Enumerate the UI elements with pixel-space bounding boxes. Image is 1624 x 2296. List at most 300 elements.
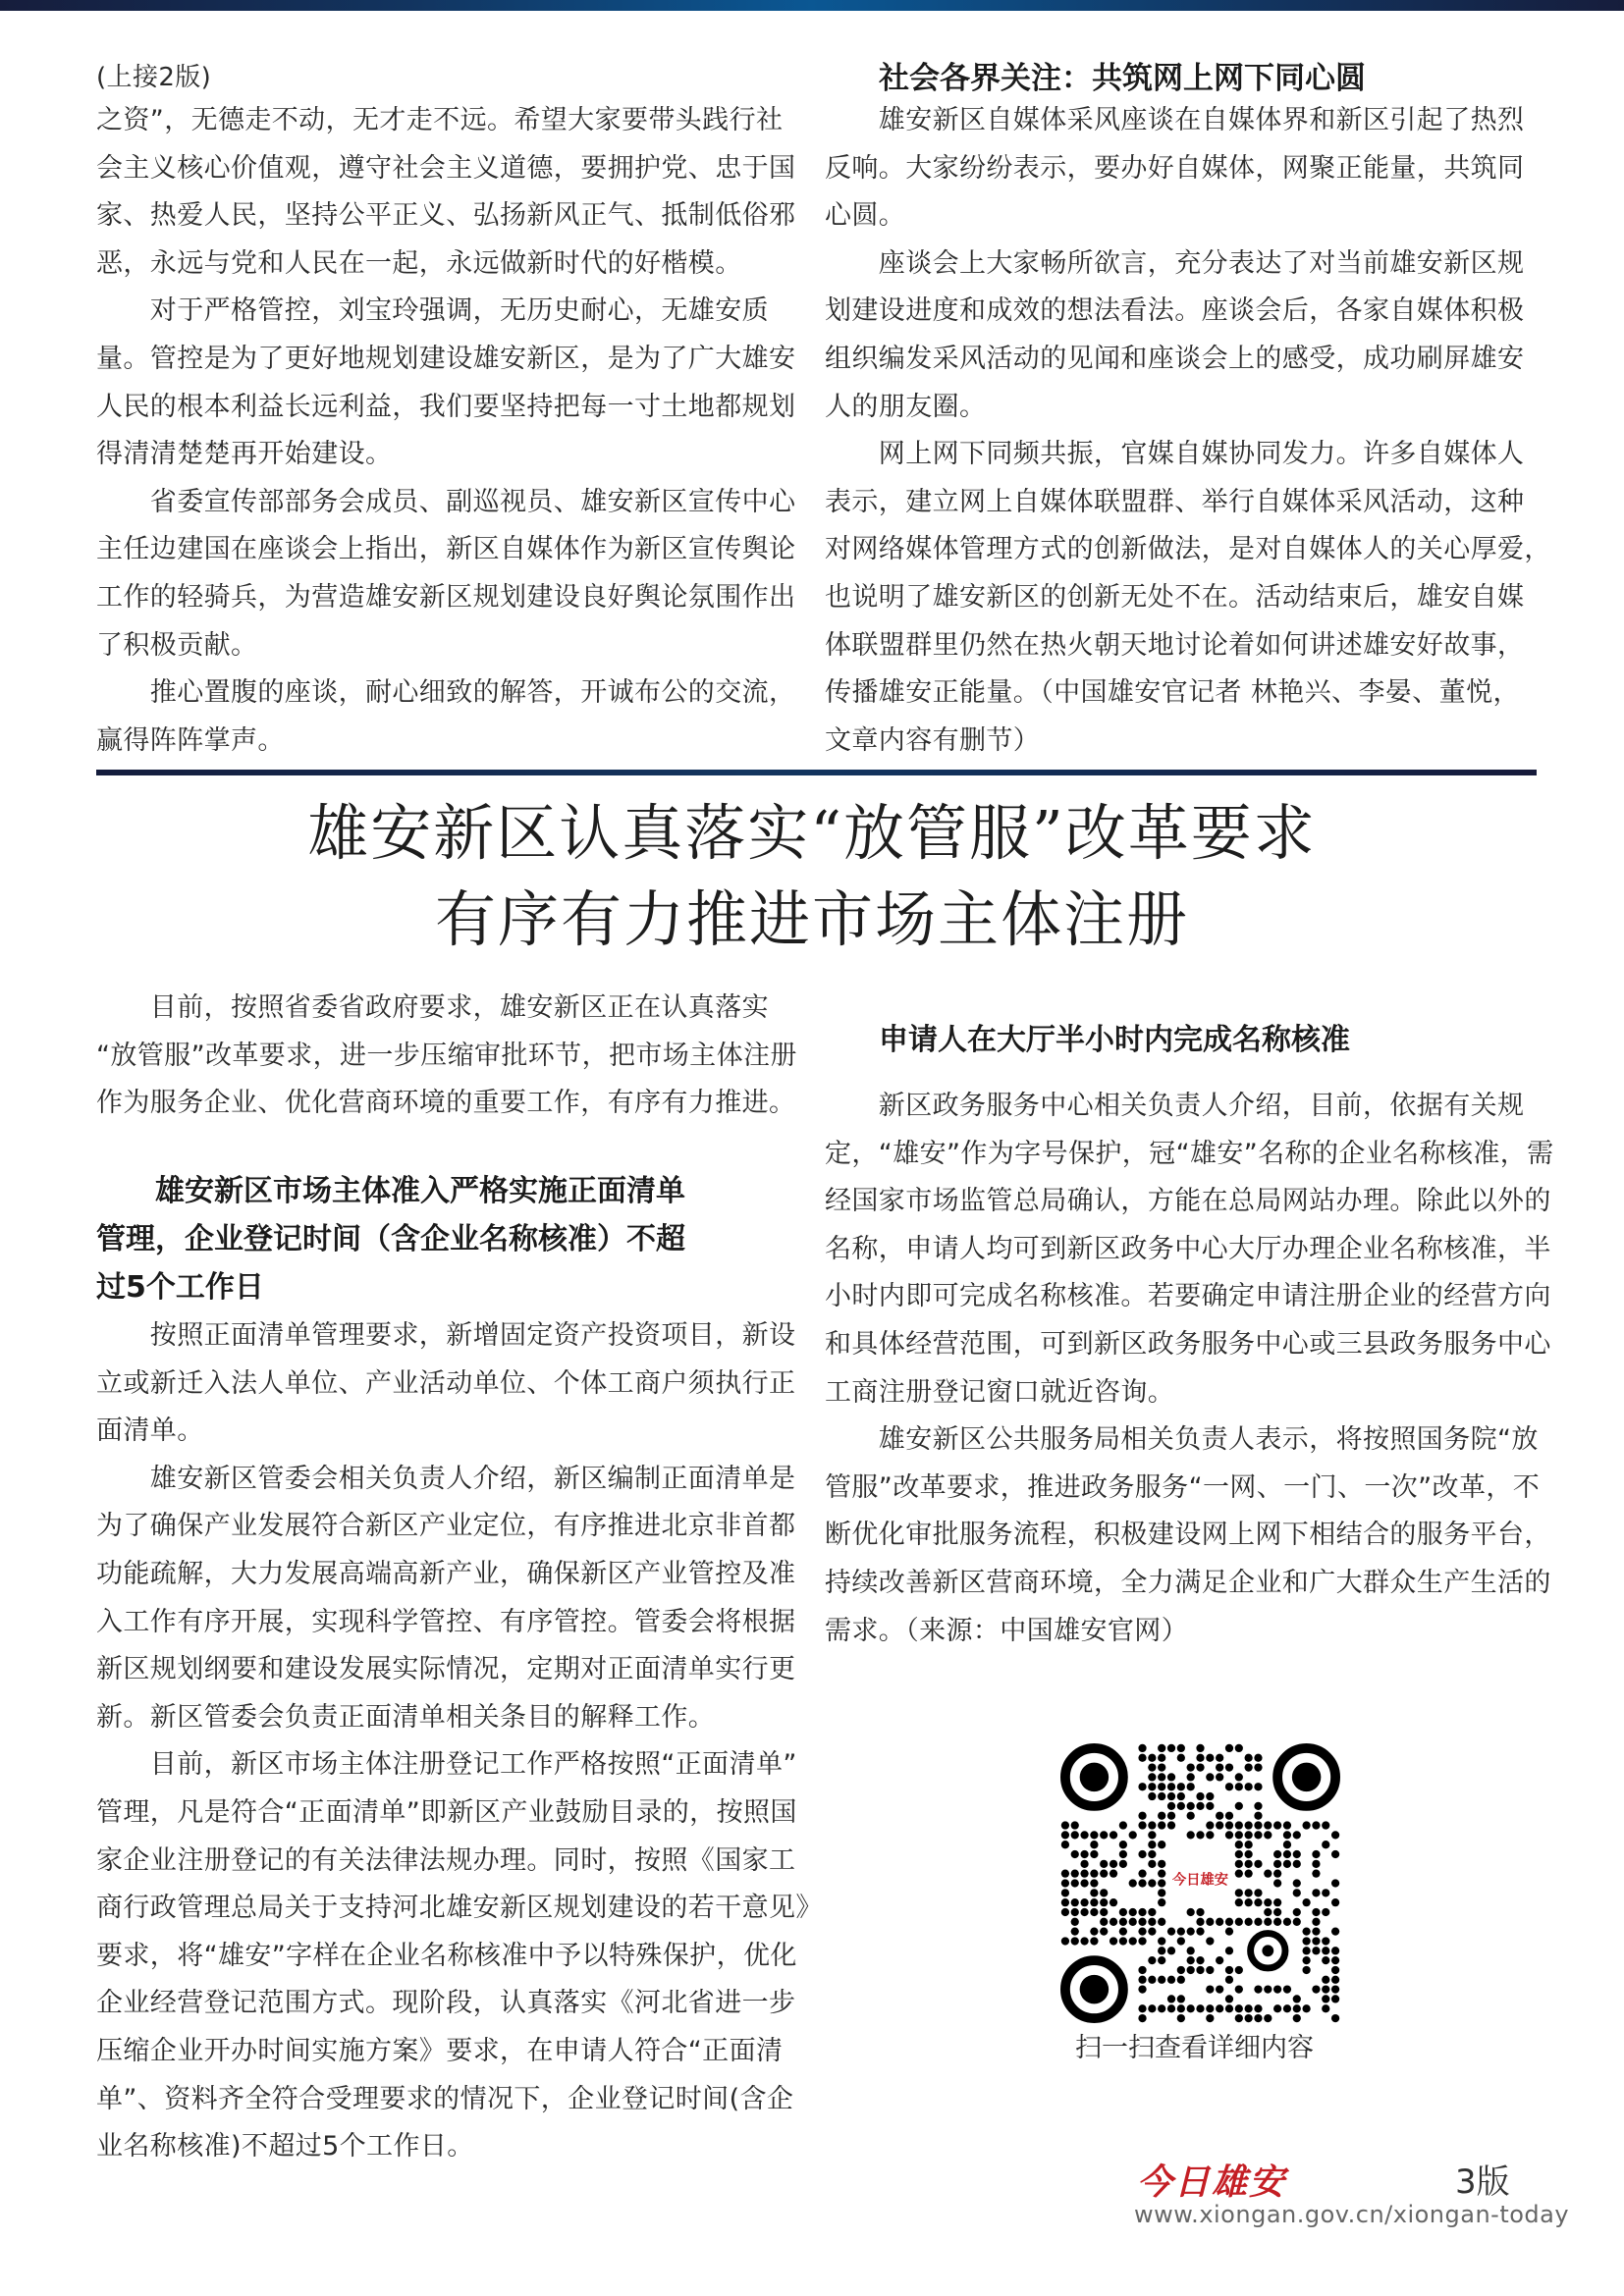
qr-module <box>1245 1754 1253 1762</box>
qr-module <box>1196 2004 1204 2012</box>
qr-module <box>1187 1763 1195 1771</box>
qr-module <box>1245 1918 1253 1926</box>
qr-module <box>1312 1870 1320 1878</box>
qr-module <box>1158 1947 1165 1954</box>
qr-code[interactable] <box>1060 1743 1340 2023</box>
qr-module <box>1312 1918 1320 1926</box>
qr-module <box>1187 2004 1195 2012</box>
qr-module <box>1167 1995 1175 2002</box>
qr-module <box>1177 1792 1185 1800</box>
qr-module <box>1061 1898 1069 1906</box>
qr-module <box>1148 1754 1156 1762</box>
body-text-line: 雄安新区公共服务局相关负责人表示，将按照国务院“放 <box>825 1424 1539 1456</box>
qr-module <box>1245 2004 1253 2012</box>
qr-module <box>1196 1918 1204 1926</box>
qr-module <box>1090 1928 1098 1936</box>
qr-module <box>1302 1898 1310 1906</box>
intro-text-line: “放管服”改革要求，进一步压缩审批环节，把市场主体注册 <box>96 1040 797 1071</box>
qr-module <box>1177 1966 1185 1974</box>
qr-module <box>1110 1918 1117 1926</box>
qr-module <box>1071 1831 1079 1839</box>
qr-module <box>1167 1812 1175 1820</box>
qr-module <box>1293 1889 1301 1896</box>
qr-module <box>1090 1908 1098 1916</box>
qr-module <box>1235 1744 1243 1752</box>
qr-module <box>1322 1985 1329 1993</box>
qr-module <box>1100 1908 1108 1916</box>
body-text-line: 网上网下同频共振，官媒自媒协同发力。许多自媒体人 <box>825 439 1525 470</box>
qr-module <box>1148 1976 1156 1984</box>
qr-module <box>1245 1831 1253 1839</box>
qr-module <box>1264 1985 1272 1993</box>
qr-module <box>1225 1976 1233 1984</box>
qr-module <box>1110 1898 1117 1906</box>
qr-module <box>1138 1879 1146 1887</box>
qr-module <box>1148 1908 1156 1916</box>
qr-module <box>1206 2004 1214 2012</box>
qr-module <box>1090 1889 1098 1896</box>
qr-module <box>1187 1802 1195 1810</box>
qr-module <box>1187 1908 1195 1916</box>
qr-module <box>1235 2004 1243 2012</box>
qr-module <box>1293 2004 1301 2012</box>
qr-module <box>1167 1773 1175 1781</box>
qr-module <box>1196 1744 1204 1752</box>
qr-module <box>1245 1898 1253 1906</box>
qr-module <box>1225 1918 1233 1926</box>
qr-module <box>1254 1889 1262 1896</box>
qr-module <box>1148 1763 1156 1771</box>
body-text-line: 入工作有序开展，实现科学管控、有序管控。管委会将根据 <box>96 1606 796 1637</box>
qr-module <box>1322 1995 1329 2002</box>
qr-module <box>1245 1821 1253 1829</box>
qr-module <box>1110 1860 1117 1868</box>
article-title-line-1: 雄安新区认真落实“放管服”改革要求 <box>307 797 1317 869</box>
body-text-line: 量。管控是为了更好地规划建设雄安新区，是为了广大雄安 <box>96 344 796 374</box>
qr-center-logo: 今日雄安 <box>1171 1872 1229 1889</box>
qr-module <box>1283 1860 1291 1868</box>
body-text-line: 要求，将“雄安”字样在企业名称核准中予以特殊保护，优化 <box>96 1940 797 1971</box>
qr-module <box>1187 1783 1195 1790</box>
qr-module <box>1080 1898 1088 1906</box>
qr-module <box>1167 1947 1175 1954</box>
qr-module <box>1225 1966 1233 1974</box>
qr-module <box>1187 1831 1195 1839</box>
body-text-line: 座谈会上大家畅所欲言，充分表达了对当前雄安新区规 <box>825 247 1525 279</box>
qr-module <box>1090 1850 1098 1858</box>
qr-module <box>1158 1870 1165 1878</box>
qr-module <box>1254 1831 1262 1839</box>
qr-module <box>1235 1889 1243 1896</box>
qr-module <box>1312 1850 1320 1858</box>
body-text-line: 心圆。 <box>825 200 906 232</box>
qr-module <box>1235 1802 1243 1810</box>
qr-module <box>1235 1966 1243 1974</box>
qr-module <box>1177 1754 1185 1762</box>
qr-module <box>1264 1918 1272 1926</box>
qr-module <box>1283 1841 1291 1848</box>
article-left-column <box>96 991 823 2258</box>
qr-module <box>1119 1937 1127 1945</box>
body-text-line: 商行政管理总局关于支持河北雄安新区规划建设的若干意见》 <box>96 1893 823 1924</box>
qr-module <box>1302 1928 1310 1936</box>
body-text-line: 管服”改革要求，推进政务服务“一网、一门、一次”改革，不 <box>825 1471 1541 1503</box>
body-text-line: 企业经营登记范围方式。现阶段，认真落实《河北省进一步 <box>96 1988 796 2019</box>
qr-module <box>1235 1918 1243 1926</box>
body-text-line: 业名称核准)不超过5个工作日。 <box>96 2131 474 2163</box>
qr-module <box>1216 1918 1223 1926</box>
body-text-line: 新区规划纲要和建设发展实际情况，定期对正面清单实行更 <box>96 1654 796 1685</box>
article-subheading-right: 申请人在大厅半小时内完成名称核准 <box>879 1023 1350 1057</box>
top-left-column <box>96 61 798 756</box>
qr-module <box>1225 1995 1233 2002</box>
qr-module <box>1293 1995 1301 2002</box>
qr-module <box>1245 1889 1253 1896</box>
qr-module <box>1177 1995 1185 2002</box>
qr-module <box>1283 1831 1291 1839</box>
section-heading: 社会各界关注：共筑网上网下同心圆 <box>879 61 1366 96</box>
qr-module <box>1235 2014 1243 2022</box>
qr-module <box>1322 1947 1329 1954</box>
footer-url[interactable]: www.xiongan.gov.cn/xiongan-today <box>1134 2201 1570 2228</box>
qr-module <box>1293 1860 1301 1868</box>
qr-module <box>1206 1831 1214 1839</box>
qr-module <box>1225 1812 1233 1820</box>
qr-module <box>1138 1985 1146 1993</box>
qr-module <box>1138 1870 1146 1878</box>
qr-module <box>1206 1985 1214 1993</box>
qr-module <box>1177 2014 1185 2022</box>
qr-module <box>1071 1928 1079 1936</box>
body-text-line: 新。新区管委会负责正面清单相关条目的解释工作。 <box>96 1701 716 1733</box>
body-text-line: 组织编发采风活动的见闻和座谈会上的感受，成功刷屏雄安 <box>825 344 1525 374</box>
body-text-line: 新区政务服务中心相关负责人介绍，目前，依据有关规 <box>825 1091 1525 1121</box>
qr-module <box>1264 1821 1272 1829</box>
qr-module <box>1090 1937 1098 1945</box>
body-text-line: 人的朋友圈。 <box>825 391 987 422</box>
qr-module <box>1071 1937 1079 1945</box>
qr-module <box>1167 1792 1175 1800</box>
qr-module <box>1119 1841 1127 1848</box>
body-text-line: 表示，建立网上自媒体联盟群、举行自媒体采风活动，这种 <box>825 486 1525 517</box>
qr-module <box>1331 1947 1339 1954</box>
qr-module <box>1254 1985 1262 1993</box>
qr-module <box>1216 1985 1223 1993</box>
body-text-line: 赢得阵阵掌声。 <box>96 724 285 756</box>
body-text-line: 管理，凡是符合“正面清单”即新区产业鼓励目录的，按照国 <box>96 1797 797 1828</box>
qr-module <box>1100 1898 1108 1906</box>
qr-module <box>1138 1812 1146 1820</box>
body-text-line: 划建设进度和成效的想法看法。座谈会后，各家自媒体积极 <box>825 295 1525 327</box>
qr-module <box>1196 1928 1204 1936</box>
qr-module <box>1071 1870 1079 1878</box>
qr-module <box>1293 1850 1301 1858</box>
article-subheading-left-line: 雄安新区市场主体准入严格实施正面清单 <box>96 1174 685 1208</box>
qr-module <box>1138 1850 1146 1858</box>
qr-module <box>1273 1985 1281 1993</box>
qr-module <box>1216 2004 1223 2012</box>
qr-module <box>1100 1870 1108 1878</box>
qr-module <box>1158 1937 1165 1945</box>
qr-module <box>1090 1841 1098 1848</box>
qr-module <box>1245 1850 1253 1858</box>
body-text-line: 立或新迁入法人单位、产业活动单位、个体工商户须执行正 <box>96 1367 796 1399</box>
qr-module <box>1138 1821 1146 1829</box>
qr-module <box>1148 1773 1156 1781</box>
article-subheading-left-line: 管理，企业登记时间（含企业名称核准）不超 <box>96 1222 685 1256</box>
qr-module <box>1090 1870 1098 1878</box>
qr-module <box>1158 1879 1165 1887</box>
qr-module <box>1302 1947 1310 1954</box>
qr-module <box>1216 1754 1223 1762</box>
qr-module <box>1138 2004 1146 2012</box>
qr-module <box>1206 1773 1214 1781</box>
qr-module <box>1331 1995 1339 2002</box>
qr-module <box>1235 1773 1243 1781</box>
qr-module <box>1138 1754 1146 1762</box>
qr-module <box>1196 1966 1204 1974</box>
qr-module <box>1206 1754 1214 1762</box>
qr-module <box>1331 1898 1339 1906</box>
qr-module <box>1119 1908 1127 1916</box>
article-right-column <box>825 1023 1554 1710</box>
qr-module <box>1273 2004 1281 2012</box>
page-number: 3版 <box>1455 2163 1510 2202</box>
top-right-column <box>825 61 1551 756</box>
qr-module <box>1293 1879 1301 1887</box>
qr-module <box>1187 1773 1195 1781</box>
qr-module <box>1167 1976 1175 1984</box>
qr-module <box>1061 1821 1069 1829</box>
body-text-line: 省委宣传部部务会成员、副巡视员、雄安新区宣传中心 <box>96 486 796 517</box>
body-text-line: 了积极贡献。 <box>96 629 258 661</box>
qr-module <box>1206 1937 1214 1945</box>
qr-module <box>1071 1879 1079 1887</box>
qr-module <box>1158 1956 1165 1964</box>
qr-module <box>1245 1841 1253 1848</box>
body-text-line: 对于严格管控，刘宝玲强调，无历史耐心，无雄安质 <box>96 295 769 327</box>
qr-module <box>1331 1966 1339 1974</box>
qr-module <box>1225 1783 1233 1790</box>
qr-module <box>1283 1821 1291 1829</box>
qr-module <box>1080 1860 1088 1868</box>
qr-module <box>1254 1898 1262 1906</box>
qr-module <box>1148 1860 1156 1868</box>
qr-module <box>1080 1937 1088 1945</box>
body-text-line: 雄安新区管委会相关负责人介绍，新区编制正面清单是 <box>96 1463 796 1494</box>
qr-module <box>1167 1928 1175 1936</box>
qr-module <box>1110 1870 1117 1878</box>
qr-module <box>1187 1928 1195 1936</box>
qr-module <box>1148 2004 1156 2012</box>
qr-module <box>1080 1850 1088 1858</box>
qr-module <box>1331 1985 1339 1993</box>
qr-module <box>1061 1889 1069 1896</box>
qr-module <box>1216 1763 1223 1771</box>
qr-module <box>1138 1966 1146 1974</box>
qr-module <box>1158 1763 1165 1771</box>
qr-module <box>1322 1937 1329 1945</box>
qr-module <box>1235 1783 1243 1790</box>
qr-module <box>1331 1831 1339 1839</box>
section-divider <box>96 770 1537 775</box>
qr-module <box>1148 1928 1156 1936</box>
qr-module <box>1225 1947 1233 1954</box>
qr-module <box>1302 1821 1310 1829</box>
qr-module <box>1071 1918 1079 1926</box>
body-text-line: 单”、资料齐全符合受理要求的情况下，企业登记时间(含企 <box>96 2083 794 2114</box>
body-text-line: 经国家市场监管总局确认，方能在总局网站办理。除此以外的 <box>825 1186 1551 1217</box>
qr-module <box>1148 1841 1156 1848</box>
qr-module <box>1302 1956 1310 1964</box>
qr-module <box>1235 1831 1243 1839</box>
qr-module <box>1119 1860 1127 1868</box>
qr-module <box>1148 1918 1156 1926</box>
qr-module <box>1264 1870 1272 1878</box>
qr-module <box>1187 1947 1195 1954</box>
qr-caption: 扫一扫查看详细内容 <box>1075 2033 1314 2063</box>
body-text-line: 雄安新区自媒体采风座谈在自媒体界和新区引起了热烈 <box>825 105 1525 135</box>
qr-module <box>1177 1744 1185 1752</box>
qr-module <box>1225 1763 1233 1771</box>
qr-module <box>1264 2014 1272 2022</box>
qr-module <box>1148 1831 1156 1839</box>
qr-module <box>1138 1744 1146 1752</box>
qr-module <box>1245 1763 1253 1771</box>
qr-module <box>1138 2014 1146 2022</box>
qr-module <box>1061 1870 1069 1878</box>
article-title-line-2: 有序有力推进市场主体注册 <box>434 883 1189 955</box>
publication-logo: 今日雄安 <box>1137 2162 1287 2203</box>
qr-module <box>1167 2004 1175 2012</box>
qr-module <box>1312 1821 1320 1829</box>
qr-module <box>1158 1918 1165 1926</box>
qr-module <box>1273 1850 1281 1858</box>
qr-module <box>1264 1831 1272 1839</box>
qr-module <box>1245 2014 1253 2022</box>
qr-module <box>1254 1783 1262 1790</box>
qr-module <box>1235 1841 1243 1848</box>
body-text-line: 功能疏解，大力发展高端高新产业，确保新区产业管控及准 <box>96 1559 796 1589</box>
qr-module <box>1158 1898 1165 1906</box>
qr-module <box>1148 1792 1156 1800</box>
body-text-line: 也说明了雄安新区的创新无处不在。活动结束后，雄安自媒 <box>825 582 1525 613</box>
qr-module <box>1061 1879 1069 1887</box>
qr-module <box>1206 1821 1214 1829</box>
qr-module <box>1071 1850 1079 1858</box>
qr-module <box>1177 1928 1185 1936</box>
qr-module <box>1206 1792 1214 1800</box>
qr-module <box>1177 1783 1185 1790</box>
qr-module <box>1322 1908 1329 1916</box>
qr-module <box>1158 1754 1165 1762</box>
qr-module <box>1080 1870 1088 1878</box>
body-text-line: 小时内即可完成名称核准。若要确定申请注册企业的经营方向 <box>825 1281 1551 1312</box>
qr-module <box>1312 1985 1320 1993</box>
intro-text-line: 作为服务企业、优化营商环境的重要工作，有序有力推进。 <box>96 1088 796 1119</box>
body-text-line: 会主义核心价值观，遵守社会主义道德，要拥护党、忠于国 <box>96 152 796 184</box>
body-text-line: 持续改善新区营商环境，全力满足企业和广大群众生产生活的 <box>825 1568 1551 1598</box>
qr-module <box>1148 1879 1156 1887</box>
qr-module <box>1196 1792 1204 1800</box>
qr-module <box>1148 1956 1156 1964</box>
qr-module <box>1100 1889 1108 1896</box>
qr-module <box>1322 1976 1329 1984</box>
qr-module <box>1167 1744 1175 1752</box>
qr-module <box>1235 1898 1243 1906</box>
qr-module <box>1158 1889 1165 1896</box>
qr-module <box>1158 1841 1165 1848</box>
qr-module <box>1293 1908 1301 1916</box>
qr-module <box>1283 1850 1291 1858</box>
qr-module <box>1119 1928 1127 1936</box>
qr-module <box>1322 1889 1329 1896</box>
qr-module <box>1264 1898 1272 1906</box>
qr-module <box>1196 1754 1204 1762</box>
qr-module <box>1158 1744 1165 1752</box>
qr-module <box>1293 2014 1301 2022</box>
qr-module <box>1177 2004 1185 2012</box>
qr-module <box>1138 1908 1146 1916</box>
body-text-line: 目前，新区市场主体注册登记工作严格按照“正面清单” <box>96 1749 797 1781</box>
qr-module <box>1235 1821 1243 1829</box>
qr-module <box>1302 2004 1310 2012</box>
qr-module <box>1158 2004 1165 2012</box>
qr-module <box>1322 2004 1329 2012</box>
qr-module <box>1158 1812 1165 1820</box>
qr-module <box>1100 1831 1108 1839</box>
qr-module <box>1148 1821 1156 1829</box>
body-text-line: 面清单。 <box>96 1415 204 1447</box>
qr-module <box>1312 1908 1320 1916</box>
qr-module <box>1177 1976 1185 1984</box>
qr-module <box>1264 1908 1272 1916</box>
qr-module <box>1158 1860 1165 1868</box>
qr-module <box>1080 1831 1088 1839</box>
qr-module <box>1302 1937 1310 1945</box>
qr-module <box>1225 1928 1233 1936</box>
qr-module <box>1158 1821 1165 1829</box>
qr-module <box>1254 1754 1262 1762</box>
qr-module <box>1206 2014 1214 2022</box>
qr-module <box>1273 1821 1281 1829</box>
body-text-line: 名称，申请人均可到新区政务中心大厅办理企业名称核准，半 <box>825 1233 1551 1264</box>
qr-module <box>1273 1870 1281 1878</box>
qr-module <box>1331 1956 1339 1964</box>
qr-module <box>1322 1956 1329 1964</box>
qr-module <box>1273 1898 1281 1906</box>
qr-module <box>1177 1937 1185 1945</box>
qr-module <box>1071 1821 1079 1829</box>
qr-module <box>1273 1860 1281 1868</box>
qr-module <box>1129 1937 1137 1945</box>
qr-module <box>1283 2004 1291 2012</box>
qr-module <box>1187 1812 1195 1820</box>
body-text-line: 工作的轻骑兵，为营造雄安新区规划建设良好舆论氛围作出 <box>96 582 796 613</box>
body-text-line: 断优化审批服务流程，积极建设网上网下相结合的服务平台， <box>825 1520 1551 1551</box>
qr-module <box>1225 1744 1233 1752</box>
qr-module <box>1110 1937 1117 1945</box>
body-text-line: 定，“雄安”作为字号保护，冠“雄安”名称的企业名称核准，需 <box>825 1138 1554 1169</box>
qr-module <box>1254 1812 1262 1820</box>
body-text-line: 和具体经营范围，可到新区政务服务中心或三县政务服务中心 <box>825 1329 1551 1360</box>
qr-module <box>1167 1821 1175 1829</box>
qr-module <box>1129 1918 1137 1926</box>
qr-module <box>1225 1821 1233 1829</box>
qr-module <box>1312 1860 1320 1868</box>
qr-module <box>1119 1918 1127 1926</box>
qr-module <box>1245 1860 1253 1868</box>
